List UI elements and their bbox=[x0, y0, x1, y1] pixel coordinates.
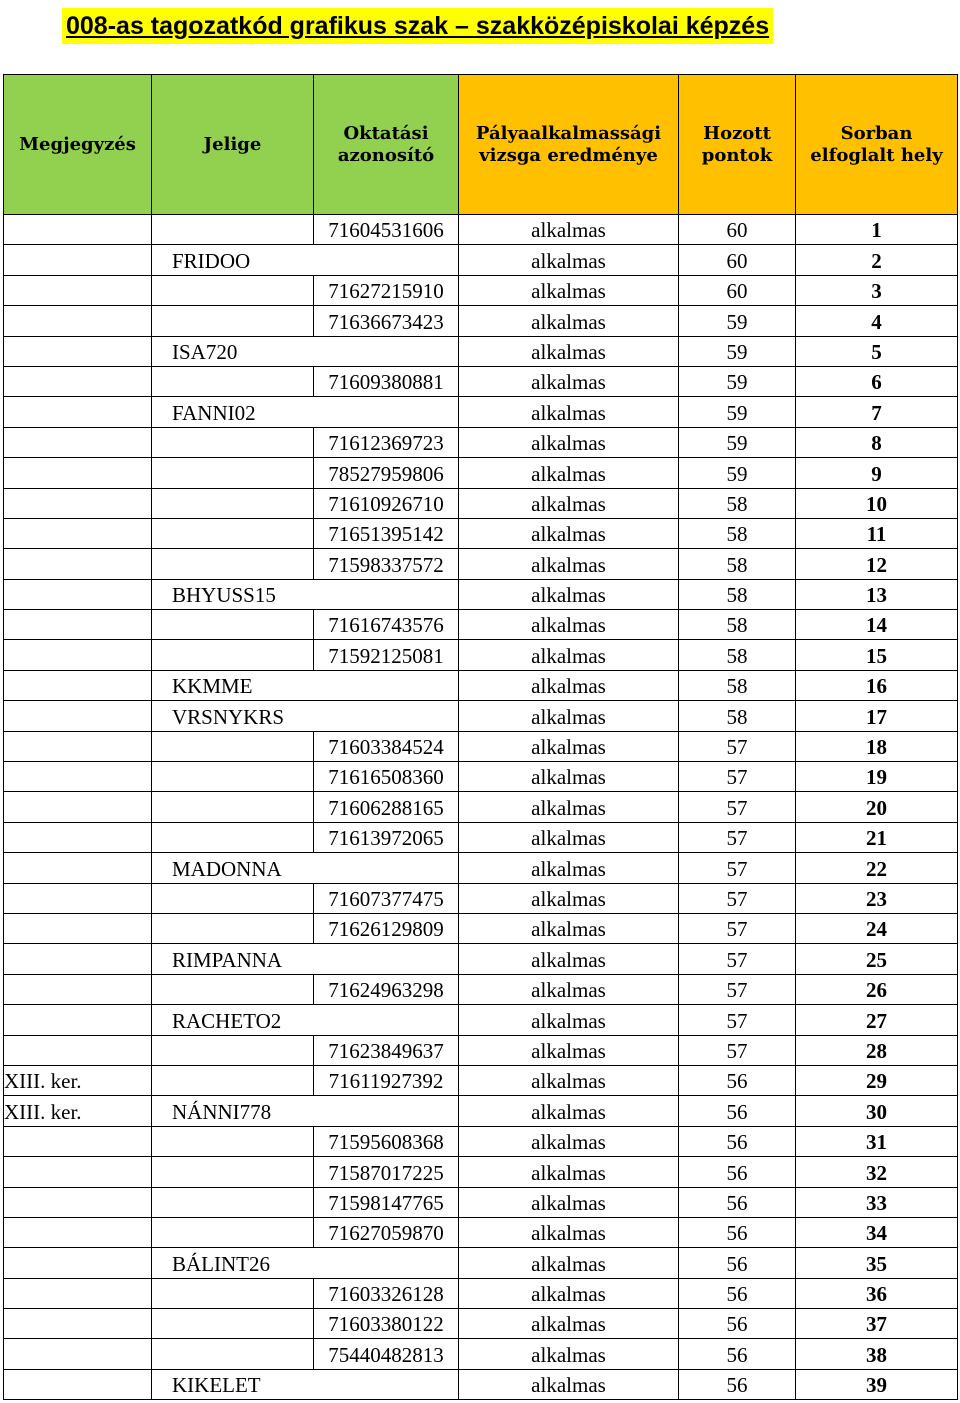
cell-oktatasi-azonosito: 71612369723 bbox=[314, 427, 459, 457]
header-jelige: Jelige bbox=[152, 75, 314, 215]
cell-jelige: BÁLINT26 bbox=[152, 1248, 459, 1278]
table-row bbox=[4, 640, 958, 670]
table-row bbox=[4, 1126, 958, 1156]
cell-oktatasi-azonosito: 71603380122 bbox=[314, 1309, 459, 1339]
cell-jelige: KIKELET bbox=[152, 1369, 459, 1399]
cell-vizsga-eredmeny: alkalmas bbox=[459, 974, 679, 1004]
cell-oktatasi-azonosito: 71627059870 bbox=[314, 1217, 459, 1247]
cell-sorban-elfoglalt-hely: 25 bbox=[796, 944, 958, 974]
cell-sorban-elfoglalt-hely: 29 bbox=[796, 1065, 958, 1095]
table-row bbox=[4, 731, 958, 761]
cell-sorban-elfoglalt-hely: 35 bbox=[796, 1248, 958, 1278]
cell-vizsga-eredmeny: alkalmas bbox=[459, 731, 679, 761]
header-palyaalkalmassagi-label: Pályaalkalmassági vizsga eredménye bbox=[475, 122, 662, 166]
cell-megjegyzes bbox=[4, 1035, 152, 1065]
cell-sorban-elfoglalt-hely: 7 bbox=[796, 397, 958, 427]
cell-hozott-pontok: 56 bbox=[679, 1309, 796, 1339]
cell-oktatasi-azonosito: 71598337572 bbox=[314, 549, 459, 579]
cell-vizsga-eredmeny: alkalmas bbox=[459, 1157, 679, 1187]
table-row bbox=[4, 944, 958, 974]
cell-vizsga-eredmeny: alkalmas bbox=[459, 1035, 679, 1065]
cell-hozott-pontok: 57 bbox=[679, 1035, 796, 1065]
cell-vizsga-eredmeny: alkalmas bbox=[459, 1309, 679, 1339]
cell-vizsga-eredmeny: alkalmas bbox=[459, 1339, 679, 1369]
cell-sorban-elfoglalt-hely: 24 bbox=[796, 913, 958, 943]
cell-vizsga-eredmeny: alkalmas bbox=[459, 1005, 679, 1035]
cell-sorban-elfoglalt-hely: 32 bbox=[796, 1157, 958, 1187]
cell-sorban-elfoglalt-hely: 33 bbox=[796, 1187, 958, 1217]
cell-jelige bbox=[152, 792, 314, 822]
cell-sorban-elfoglalt-hely: 17 bbox=[796, 701, 958, 731]
cell-megjegyzes bbox=[4, 397, 152, 427]
cell-sorban-elfoglalt-hely: 4 bbox=[796, 306, 958, 336]
cell-sorban-elfoglalt-hely: 31 bbox=[796, 1126, 958, 1156]
cell-sorban-elfoglalt-hely: 11 bbox=[796, 518, 958, 548]
cell-hozott-pontok: 59 bbox=[679, 397, 796, 427]
cell-jelige: FRIDOO bbox=[152, 245, 459, 275]
cell-jelige bbox=[152, 366, 314, 396]
cell-hozott-pontok: 56 bbox=[679, 1339, 796, 1369]
cell-jelige bbox=[152, 883, 314, 913]
table-row bbox=[4, 822, 958, 852]
cell-sorban-elfoglalt-hely: 19 bbox=[796, 762, 958, 792]
cell-hozott-pontok: 57 bbox=[679, 822, 796, 852]
cell-hozott-pontok: 60 bbox=[679, 215, 796, 245]
cell-oktatasi-azonosito: 71636673423 bbox=[314, 306, 459, 336]
cell-hozott-pontok: 57 bbox=[679, 944, 796, 974]
cell-megjegyzes bbox=[4, 306, 152, 336]
header-sorban-elfoglalt-hely bbox=[796, 75, 958, 215]
table-row bbox=[4, 1278, 958, 1308]
cell-jelige bbox=[152, 1187, 314, 1217]
table-row bbox=[4, 883, 958, 913]
cell-hozott-pontok: 59 bbox=[679, 336, 796, 366]
cell-vizsga-eredmeny: alkalmas bbox=[459, 1248, 679, 1278]
cell-megjegyzes bbox=[4, 1005, 152, 1035]
table-row bbox=[4, 1157, 958, 1187]
header-palyaalkalmassagi bbox=[459, 75, 679, 215]
cell-oktatasi-azonosito: 71623849637 bbox=[314, 1035, 459, 1065]
cell-hozott-pontok: 57 bbox=[679, 792, 796, 822]
cell-oktatasi-azonosito: 71627215910 bbox=[314, 275, 459, 305]
cell-jelige bbox=[152, 1217, 314, 1247]
cell-hozott-pontok: 58 bbox=[679, 488, 796, 518]
cell-oktatasi-azonosito: 71603384524 bbox=[314, 731, 459, 761]
cell-sorban-elfoglalt-hely: 36 bbox=[796, 1278, 958, 1308]
cell-sorban-elfoglalt-hely: 2 bbox=[796, 245, 958, 275]
cell-megjegyzes bbox=[4, 366, 152, 396]
cell-sorban-elfoglalt-hely: 1 bbox=[796, 215, 958, 245]
cell-jelige bbox=[152, 1309, 314, 1339]
cell-megjegyzes bbox=[4, 853, 152, 883]
cell-megjegyzes bbox=[4, 458, 152, 488]
cell-oktatasi-azonosito: 71598147765 bbox=[314, 1187, 459, 1217]
table-row bbox=[4, 366, 958, 396]
cell-hozott-pontok: 57 bbox=[679, 731, 796, 761]
cell-hozott-pontok: 59 bbox=[679, 306, 796, 336]
cell-megjegyzes bbox=[4, 822, 152, 852]
cell-oktatasi-azonosito: 71616743576 bbox=[314, 610, 459, 640]
cell-jelige bbox=[152, 427, 314, 457]
table-row bbox=[4, 1369, 958, 1399]
cell-vizsga-eredmeny: alkalmas bbox=[459, 701, 679, 731]
cell-megjegyzes bbox=[4, 762, 152, 792]
cell-megjegyzes bbox=[4, 275, 152, 305]
cell-jelige bbox=[152, 640, 314, 670]
cell-sorban-elfoglalt-hely: 38 bbox=[796, 1339, 958, 1369]
header-hozott-pontok bbox=[679, 75, 796, 215]
cell-hozott-pontok: 56 bbox=[679, 1065, 796, 1095]
cell-vizsga-eredmeny: alkalmas bbox=[459, 1126, 679, 1156]
cell-sorban-elfoglalt-hely: 18 bbox=[796, 731, 958, 761]
table-row bbox=[4, 1339, 958, 1369]
cell-hozott-pontok: 58 bbox=[679, 549, 796, 579]
cell-sorban-elfoglalt-hely: 15 bbox=[796, 640, 958, 670]
cell-jelige: FANNI02 bbox=[152, 397, 459, 427]
cell-vizsga-eredmeny: alkalmas bbox=[459, 1369, 679, 1399]
table-row bbox=[4, 1187, 958, 1217]
cell-megjegyzes bbox=[4, 974, 152, 1004]
cell-oktatasi-azonosito: 71616508360 bbox=[314, 762, 459, 792]
cell-megjegyzes bbox=[4, 1126, 152, 1156]
cell-megjegyzes bbox=[4, 1278, 152, 1308]
cell-oktatasi-azonosito: 71626129809 bbox=[314, 913, 459, 943]
cell-jelige bbox=[152, 731, 314, 761]
table-row bbox=[4, 1309, 958, 1339]
cell-hozott-pontok: 56 bbox=[679, 1369, 796, 1399]
cell-sorban-elfoglalt-hely: 14 bbox=[796, 610, 958, 640]
cell-oktatasi-azonosito: 71613972065 bbox=[314, 822, 459, 852]
cell-vizsga-eredmeny: alkalmas bbox=[459, 245, 679, 275]
cell-jelige bbox=[152, 1278, 314, 1308]
table-row bbox=[4, 701, 958, 731]
cell-hozott-pontok: 58 bbox=[679, 610, 796, 640]
cell-sorban-elfoglalt-hely: 23 bbox=[796, 883, 958, 913]
header-sorban-elfoglalt-hely-label: Sorban elfoglalt hely bbox=[810, 122, 943, 166]
cell-jelige bbox=[152, 1157, 314, 1187]
cell-oktatasi-azonosito: 71611927392 bbox=[314, 1065, 459, 1095]
header-oktatasi-azonosito bbox=[314, 75, 459, 215]
cell-sorban-elfoglalt-hely: 26 bbox=[796, 974, 958, 1004]
table-row bbox=[4, 306, 958, 336]
cell-megjegyzes bbox=[4, 640, 152, 670]
cell-hozott-pontok: 60 bbox=[679, 245, 796, 275]
cell-megjegyzes bbox=[4, 1187, 152, 1217]
table-body bbox=[4, 215, 958, 1400]
cell-vizsga-eredmeny: alkalmas bbox=[459, 1278, 679, 1308]
cell-jelige bbox=[152, 488, 314, 518]
cell-megjegyzes bbox=[4, 1217, 152, 1247]
cell-sorban-elfoglalt-hely: 3 bbox=[796, 275, 958, 305]
cell-vizsga-eredmeny: alkalmas bbox=[459, 427, 679, 457]
cell-jelige: BHYUSS15 bbox=[152, 579, 459, 609]
header-oktatasi-azonosito-label: Oktatási azonosító bbox=[337, 122, 435, 166]
cell-sorban-elfoglalt-hely: 34 bbox=[796, 1217, 958, 1247]
cell-vizsga-eredmeny: alkalmas bbox=[459, 913, 679, 943]
cell-vizsga-eredmeny: alkalmas bbox=[459, 1217, 679, 1247]
cell-megjegyzes: XIII. ker. bbox=[4, 1096, 152, 1126]
cell-jelige bbox=[152, 518, 314, 548]
header-megjegyzes: Megjegyzés bbox=[4, 75, 152, 215]
cell-vizsga-eredmeny: alkalmas bbox=[459, 1065, 679, 1095]
cell-hozott-pontok: 59 bbox=[679, 427, 796, 457]
cell-hozott-pontok: 57 bbox=[679, 1005, 796, 1035]
cell-oktatasi-azonosito: 78527959806 bbox=[314, 458, 459, 488]
table-row bbox=[4, 762, 958, 792]
table-row bbox=[4, 1248, 958, 1278]
cell-vizsga-eredmeny: alkalmas bbox=[459, 762, 679, 792]
table-row bbox=[4, 1035, 958, 1065]
cell-vizsga-eredmeny: alkalmas bbox=[459, 883, 679, 913]
cell-vizsga-eredmeny: alkalmas bbox=[459, 366, 679, 396]
cell-vizsga-eredmeny: alkalmas bbox=[459, 488, 679, 518]
table-row bbox=[4, 913, 958, 943]
table-row bbox=[4, 792, 958, 822]
cell-megjegyzes bbox=[4, 336, 152, 366]
cell-vizsga-eredmeny: alkalmas bbox=[459, 579, 679, 609]
cell-oktatasi-azonosito: 71606288165 bbox=[314, 792, 459, 822]
cell-oktatasi-azonosito: 71651395142 bbox=[314, 518, 459, 548]
cell-hozott-pontok: 56 bbox=[679, 1278, 796, 1308]
table-row bbox=[4, 336, 958, 366]
cell-jelige: KKMME bbox=[152, 670, 459, 700]
cell-hozott-pontok: 58 bbox=[679, 579, 796, 609]
cell-jelige bbox=[152, 762, 314, 792]
cell-hozott-pontok: 59 bbox=[679, 366, 796, 396]
cell-jelige: RIMPANNA bbox=[152, 944, 459, 974]
table-row bbox=[4, 488, 958, 518]
cell-hozott-pontok: 57 bbox=[679, 974, 796, 1004]
cell-sorban-elfoglalt-hely: 21 bbox=[796, 822, 958, 852]
cell-hozott-pontok: 56 bbox=[679, 1248, 796, 1278]
cell-oktatasi-azonosito: 71592125081 bbox=[314, 640, 459, 670]
cell-hozott-pontok: 58 bbox=[679, 701, 796, 731]
cell-oktatasi-azonosito: 71609380881 bbox=[314, 366, 459, 396]
cell-hozott-pontok: 57 bbox=[679, 762, 796, 792]
table-row bbox=[4, 1096, 958, 1126]
table-row bbox=[4, 215, 958, 245]
cell-hozott-pontok: 58 bbox=[679, 670, 796, 700]
cell-vizsga-eredmeny: alkalmas bbox=[459, 853, 679, 883]
cell-jelige: MADONNA bbox=[152, 853, 459, 883]
cell-vizsga-eredmeny: alkalmas bbox=[459, 215, 679, 245]
cell-megjegyzes bbox=[4, 518, 152, 548]
cell-megjegyzes bbox=[4, 215, 152, 245]
table-row bbox=[4, 974, 958, 1004]
cell-jelige bbox=[152, 215, 314, 245]
cell-vizsga-eredmeny: alkalmas bbox=[459, 640, 679, 670]
cell-sorban-elfoglalt-hely: 37 bbox=[796, 1309, 958, 1339]
table-row bbox=[4, 549, 958, 579]
cell-jelige bbox=[152, 610, 314, 640]
cell-megjegyzes bbox=[4, 731, 152, 761]
cell-jelige bbox=[152, 822, 314, 852]
cell-oktatasi-azonosito: 71604531606 bbox=[314, 215, 459, 245]
cell-jelige bbox=[152, 1035, 314, 1065]
cell-sorban-elfoglalt-hely: 8 bbox=[796, 427, 958, 457]
cell-sorban-elfoglalt-hely: 20 bbox=[796, 792, 958, 822]
cell-megjegyzes bbox=[4, 1339, 152, 1369]
table-row bbox=[4, 579, 958, 609]
cell-sorban-elfoglalt-hely: 30 bbox=[796, 1096, 958, 1126]
cell-vizsga-eredmeny: alkalmas bbox=[459, 1096, 679, 1126]
cell-vizsga-eredmeny: alkalmas bbox=[459, 397, 679, 427]
table-row bbox=[4, 397, 958, 427]
cell-sorban-elfoglalt-hely: 22 bbox=[796, 853, 958, 883]
table-header bbox=[4, 75, 958, 215]
cell-hozott-pontok: 56 bbox=[679, 1126, 796, 1156]
table-row bbox=[4, 427, 958, 457]
cell-oktatasi-azonosito: 71587017225 bbox=[314, 1157, 459, 1187]
cell-jelige: VRSNYKRS bbox=[152, 701, 459, 731]
cell-megjegyzes bbox=[4, 1309, 152, 1339]
cell-vizsga-eredmeny: alkalmas bbox=[459, 549, 679, 579]
header-hozott-pontok-label: Hozott pontok bbox=[701, 122, 773, 166]
cell-sorban-elfoglalt-hely: 10 bbox=[796, 488, 958, 518]
cell-hozott-pontok: 57 bbox=[679, 883, 796, 913]
cell-hozott-pontok: 56 bbox=[679, 1217, 796, 1247]
cell-hozott-pontok: 57 bbox=[679, 913, 796, 943]
cell-megjegyzes bbox=[4, 913, 152, 943]
table-row bbox=[4, 610, 958, 640]
table-row bbox=[4, 1217, 958, 1247]
cell-sorban-elfoglalt-hely: 27 bbox=[796, 1005, 958, 1035]
cell-sorban-elfoglalt-hely: 12 bbox=[796, 549, 958, 579]
cell-sorban-elfoglalt-hely: 13 bbox=[796, 579, 958, 609]
cell-vizsga-eredmeny: alkalmas bbox=[459, 792, 679, 822]
cell-jelige bbox=[152, 306, 314, 336]
cell-megjegyzes bbox=[4, 1157, 152, 1187]
cell-sorban-elfoglalt-hely: 6 bbox=[796, 366, 958, 396]
cell-megjegyzes bbox=[4, 245, 152, 275]
cell-megjegyzes bbox=[4, 883, 152, 913]
cell-megjegyzes bbox=[4, 610, 152, 640]
cell-megjegyzes bbox=[4, 427, 152, 457]
cell-hozott-pontok: 56 bbox=[679, 1096, 796, 1126]
cell-oktatasi-azonosito: 71607377475 bbox=[314, 883, 459, 913]
cell-jelige bbox=[152, 275, 314, 305]
cell-vizsga-eredmeny: alkalmas bbox=[459, 306, 679, 336]
cell-hozott-pontok: 59 bbox=[679, 458, 796, 488]
cell-jelige: ISA720 bbox=[152, 336, 459, 366]
table-row bbox=[4, 1005, 958, 1035]
table-row bbox=[4, 458, 958, 488]
cell-sorban-elfoglalt-hely: 28 bbox=[796, 1035, 958, 1065]
cell-jelige bbox=[152, 458, 314, 488]
cell-sorban-elfoglalt-hely: 39 bbox=[796, 1369, 958, 1399]
page-title: 008-as tagozatkód grafikus szak – szakközépiskolai képzés bbox=[62, 8, 773, 44]
cell-sorban-elfoglalt-hely: 5 bbox=[796, 336, 958, 366]
cell-oktatasi-azonosito: 71610926710 bbox=[314, 488, 459, 518]
cell-megjegyzes bbox=[4, 701, 152, 731]
table-row bbox=[4, 275, 958, 305]
cell-megjegyzes bbox=[4, 1248, 152, 1278]
table-row bbox=[4, 1065, 958, 1095]
cell-vizsga-eredmeny: alkalmas bbox=[459, 1187, 679, 1217]
cell-oktatasi-azonosito: 71624963298 bbox=[314, 974, 459, 1004]
cell-sorban-elfoglalt-hely: 16 bbox=[796, 670, 958, 700]
cell-vizsga-eredmeny: alkalmas bbox=[459, 518, 679, 548]
cell-jelige: RACHETO2 bbox=[152, 1005, 459, 1035]
cell-hozott-pontok: 60 bbox=[679, 275, 796, 305]
cell-vizsga-eredmeny: alkalmas bbox=[459, 822, 679, 852]
cell-megjegyzes bbox=[4, 549, 152, 579]
table-row bbox=[4, 853, 958, 883]
results-table bbox=[3, 74, 958, 1400]
cell-jelige: NÁNNI778 bbox=[152, 1096, 459, 1126]
cell-hozott-pontok: 56 bbox=[679, 1187, 796, 1217]
cell-jelige bbox=[152, 1126, 314, 1156]
cell-hozott-pontok: 58 bbox=[679, 640, 796, 670]
cell-megjegyzes bbox=[4, 670, 152, 700]
cell-vizsga-eredmeny: alkalmas bbox=[459, 610, 679, 640]
cell-oktatasi-azonosito: 75440482813 bbox=[314, 1339, 459, 1369]
cell-jelige bbox=[152, 549, 314, 579]
cell-hozott-pontok: 58 bbox=[679, 518, 796, 548]
cell-jelige bbox=[152, 974, 314, 1004]
cell-megjegyzes bbox=[4, 792, 152, 822]
cell-jelige bbox=[152, 1065, 314, 1095]
cell-oktatasi-azonosito: 71595608368 bbox=[314, 1126, 459, 1156]
cell-oktatasi-azonosito: 71603326128 bbox=[314, 1278, 459, 1308]
cell-vizsga-eredmeny: alkalmas bbox=[459, 670, 679, 700]
cell-hozott-pontok: 56 bbox=[679, 1157, 796, 1187]
cell-vizsga-eredmeny: alkalmas bbox=[459, 275, 679, 305]
cell-megjegyzes bbox=[4, 488, 152, 518]
cell-megjegyzes: XIII. ker. bbox=[4, 1065, 152, 1095]
cell-vizsga-eredmeny: alkalmas bbox=[459, 458, 679, 488]
cell-jelige bbox=[152, 913, 314, 943]
cell-sorban-elfoglalt-hely: 9 bbox=[796, 458, 958, 488]
table-row bbox=[4, 670, 958, 700]
cell-jelige bbox=[152, 1339, 314, 1369]
cell-megjegyzes bbox=[4, 579, 152, 609]
cell-megjegyzes bbox=[4, 1369, 152, 1399]
cell-megjegyzes bbox=[4, 944, 152, 974]
table-row bbox=[4, 245, 958, 275]
table-row bbox=[4, 518, 958, 548]
cell-vizsga-eredmeny: alkalmas bbox=[459, 336, 679, 366]
cell-hozott-pontok: 57 bbox=[679, 853, 796, 883]
cell-vizsga-eredmeny: alkalmas bbox=[459, 944, 679, 974]
